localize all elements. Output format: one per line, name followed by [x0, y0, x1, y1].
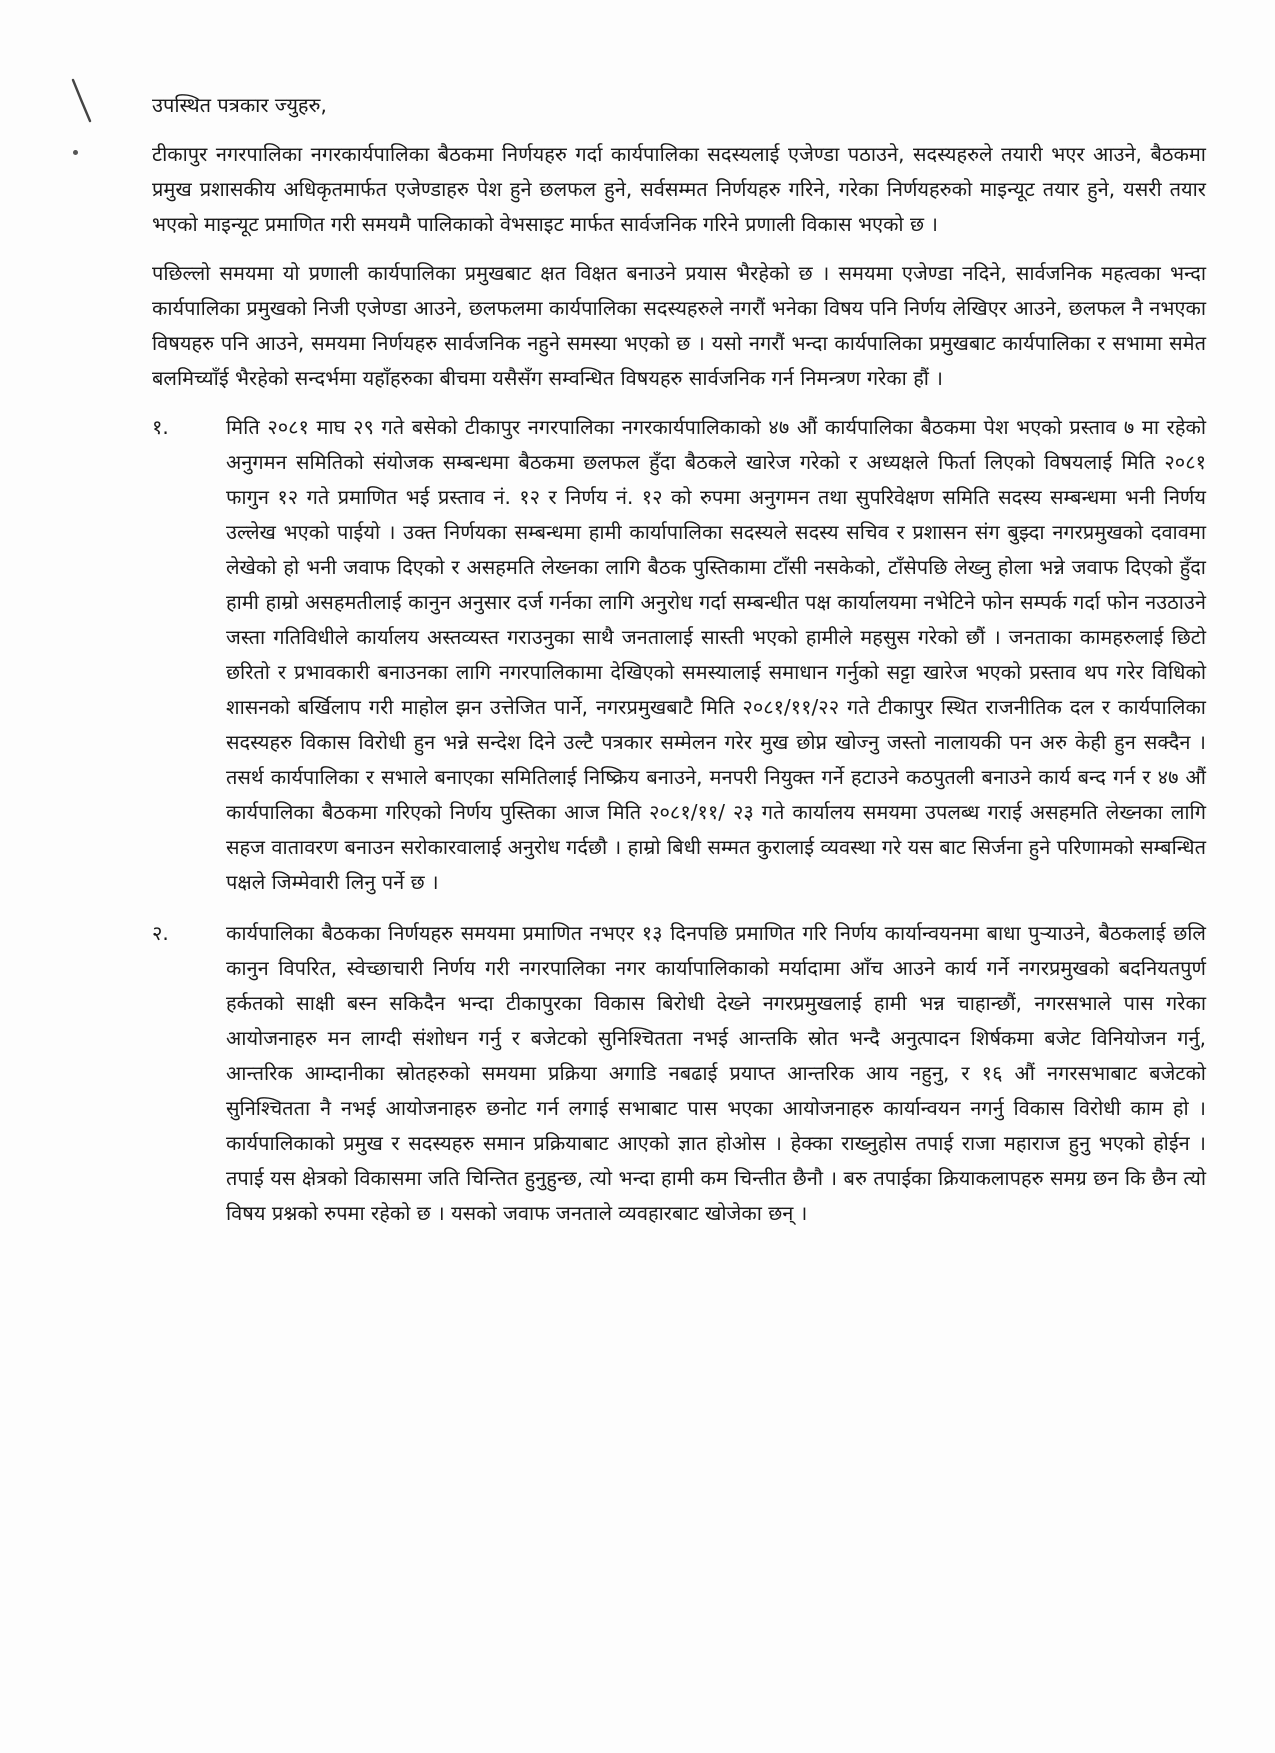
- point-number: २.: [152, 921, 169, 945]
- scan-speck-mark: [73, 150, 78, 155]
- point-text: मिति २०८१ माघ २९ गते बसेको टीकापुर नगरपालिका नगरकार्यपालिकाको ४७ औं कार्यपालिका बैठकमा पेश भएको प्रस्ताव ७ मा रहेको अनुगमन समितिको संयोजक सम्बन्धमा बैठकमा छलफल हुँदा बैठकले खारेज गरेको र अध्यक्षले फिर्ता लिएको विषयलाई मिति २०८१ फागुन १२ गते प्रमाणित भई प्रस्ताव नं. १२ र निर्णय नं. १२ को रुपमा अनुगमन तथा सुपरिवेक्षण समिति सदस्य सम्बन्धमा भनी निर्णय उल्लेख भएको पाईयो । उक्त निर्णयका सम्बन्धमा हामी कार्यापालिका सदस्यले सदस्य सचिव र प्रशासन संग बुझ्दा नगरप्रमुखको दवावमा लेखेको हो भनी जवाफ दिएको र असहमति लेख्नका लागि बैठक पुस्तिकामा टाँसी नसकेको, टाँसेपछि लेख्नु होला भन्ने जवाफ दिएको हुँदा हामी हाम्रो असहमतीलाई कानुन अनुसार दर्ज गर्नका लागि अनुरोध गर्दा सम्बन्धीत पक्ष कार्यालयमा नभेटिने फोन सम्पर्क गर्दा फोन नउठाउने जस्ता गतिविधीले कार्यालय अस्तव्यस्त गराउनुका साथै जनतालाई सास्ती भएको हामीले महसुस गरेको छौं । जनताका कामहरुलाई छिटो छरितो र प्रभावकारी बनाउनका लागि नगरपालिकामा देखिएको समस्यालाई समाधान गर्नुको सट्टा खारेज भएको प्रस्ताव थप गरेर विधिको शासनको बर्खिलाप गरी माहोल झन उत्तेजित पार्ने, नगरप्रमुखबाटै मिति २०८१/११/२२ गते टीकापुर स्थित राजनीतिक दल र कार्यपालिका सदस्यहरु विकास विरोधी हुन भन्ने सन्देश दिने उल्टै पत्रकार सम्मेलन गरेर मुख छोप्न खोज्नु जस्तो नालायकी पन अरु केही हुन सक्दैन । तसर्थ कार्यपालिका र सभाले बनाएका समितिलाई निष्क्रिय बनाउने, मनपरी नियुक्त गर्ने हटाउने कठपुतली बनाउने कार्य बन्द गर्न र ४७ औं कार्यपालिका बैठकमा गरिएको निर्णय पुस्तिका आज मिति २०८१/११/ २३ गते कार्यालय समयमा उपलब्ध गराई असहमति लेख्नका लागि सहज वातावरण बनाउन सरोकारवालाई अनुरोध गर्दछौ । हाम्रो बिधी सम्मत कुरालाई व्यवस्था गरे यस बाट सिर्जना हुने परिणामको सम्बन्धित पक्षले जिम्मेवारी लिनु पर्ने छ ।: [226, 415, 1206, 894]
- paragraph-intro: टीकापुर नगरपालिका नगरकार्यपालिका बैठकमा निर्णयहरु गर्दा कार्यपालिका सदस्यलाई एजेण्डा पठाउने, सदस्यहरुले तयारी भएर आउने, बैठकमा प्रमुख प्रशासकीय अधिकृतमार्फत एजेण्डाहरु पेश हुने छलफल हुने, सर्वसम्मत निर्णयहरु गरिने, गरेका निर्णयहरुको माइन्यूट तयार हुने, यसरी तयार भएको माइन्यूट प्रमाणित गरी समयमै पालिकाको वेभसाइट मार्फत सार्वजनिक गरिने प्रणाली विकास भएको छ ।: [152, 142, 1206, 236]
- salutation: उपस्थित पत्रकार ज्युहरु,: [152, 93, 327, 117]
- paragraph-context: पछिल्लो समयमा यो प्रणाली कार्यपालिका प्रमुखबाट क्षत विक्षत बनाउने प्रयास भैरहेको छ । समयमा एजेण्डा नदिने, सार्वजनिक महत्वका भन्दा कार्यपालिका प्रमुखको निजी एजेण्डा आउने, छलफलमा कार्यपालिका सदस्यहरुले नगरौं भनेका विषय पनि निर्णय लेखिएर आउने, छलफल नै नभएका विषयहरु पनि आउने, समयमा निर्णयहरु सार्वजनिक नहुने समस्या भएको छ । यसो नगरौं भन्दा कार्यपालिका प्रमुखबाट कार्यपालिका र सभामा समेत बलमिच्याँई भैरहेको सन्दर्भमा यहाँहरुका बीचमा यसैसँग सम्वन्धित विषयहरु सार्वजनिक गर्न निमन्त्रण गरेका हौं ।: [152, 261, 1206, 390]
- point-text: कार्यपालिका बैठकका निर्णयहरु समयमा प्रमाणित नभएर १३ दिनपछि प्रमाणित गरि निर्णय कार्यान्वयनमा बाधा पुर्‍याउने, बैठकलाई छलि कानुन विपरित, स्वेच्छाचारी निर्णय गरी नगरपालिका नगर कार्यापालिकाको मर्यादामा आँच आउने कार्य गर्ने नगरप्रमुखको बदनियतपुर्ण हर्कतको साक्षी बस्न सकिदैन भन्दा टीकापुरका विकास बिरोधी देख्ने नगरप्रमुखलाई हामी भन्न चाहान्छौं, नगरसभाले पास गरेका आयोजनाहरु मन लाग्दी संशोधन गर्नु र बजेटको सुनिश्चितता नभई आन्तकि स्रोत भन्दै अनुत्पादन शिर्षकमा बजेट विनियोजन गर्नु, आन्तरिक आम्दानीका स्रोतहरुको समयमा प्रक्रिया अगाडि नबढाई प्रयाप्त आन्तरिक आय नहुनु, र १६ औं नगरसभाबाट बजेटको सुनिश्चितता नै नभई आयोजनाहरु छनोट गर्न लगाई सभाबाट पास भएका आयोजनाहरु कार्यान्वयन नगर्नु विकास विरोधी काम हो । कार्यपालिकाको प्रमुख र सदस्यहरु समान प्रक्रियाबाट आएको ज्ञात होओस । हेक्का राख्नुहोस तपाई राजा महाराज हुनु भएको होईन । तपाई यस क्षेत्रको विकासमा जति चिन्तित हुनुहुन्छ, त्यो भन्दा हामी कम चिन्तीत छैनौ । बरु तपाईका क्रियाकलापहरु समग्र छन कि छैन त्यो विषय प्रश्नको रुपमा रहेको छ । यसको जवाफ जनताले व्यवहारबाट खोजेका छन् ।: [226, 921, 1206, 1225]
- letter-body: [152, 88, 1206, 1247]
- numbered-point: [152, 410, 1206, 900]
- point-number: १.: [152, 415, 169, 439]
- pen-stroke-mark: [71, 78, 93, 124]
- numbered-point: [152, 916, 1206, 1231]
